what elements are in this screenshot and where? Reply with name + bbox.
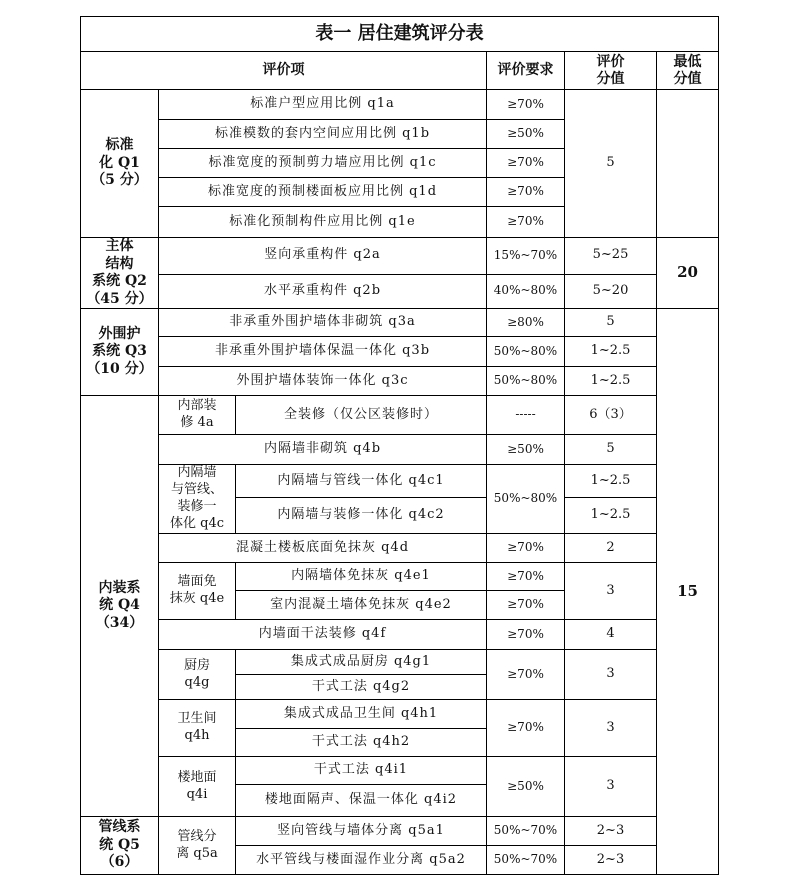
- req-q1d: ≥70%: [487, 178, 565, 207]
- score-q4a: 6（3）: [565, 396, 657, 435]
- category-q5: [81, 817, 159, 875]
- item-q4e2: 室内混凝土墙体免抹灰 q4e2: [236, 591, 487, 620]
- req-q1c: ≥70%: [487, 149, 565, 178]
- score-q5a2: 2~3: [565, 846, 657, 875]
- score-q1: 5: [565, 90, 657, 238]
- header-minimum: [657, 52, 719, 90]
- group-q5a: [159, 817, 236, 875]
- item-q4c1: 内隔墙与管线一体化 q4c1: [236, 465, 487, 498]
- group-q4c: [159, 465, 236, 534]
- req-q4g: ≥70%: [487, 650, 565, 700]
- req-q4i: ≥50%: [487, 757, 565, 817]
- score-q2a: 5~25: [565, 238, 657, 275]
- group-q4h: [159, 700, 236, 757]
- item-q2a: 竖向承重构件 q2a: [159, 238, 487, 275]
- score-q4e: 3: [565, 563, 657, 620]
- minimum-q1-empty: [657, 90, 719, 238]
- item-q4h2: 干式工法 q4h2: [236, 729, 487, 757]
- item-q4g1: 集成式成品厨房 q4g1: [236, 650, 487, 675]
- req-q1a: ≥70%: [487, 90, 565, 120]
- category-q4: [81, 396, 159, 817]
- item-q2b: 水平承重构件 q2b: [159, 274, 487, 309]
- req-q2b: 40%~80%: [487, 274, 565, 309]
- category-q2: [81, 238, 159, 309]
- score-q4f: 4: [565, 620, 657, 650]
- score-q4h: 3: [565, 700, 657, 757]
- category-q3: [81, 309, 159, 396]
- item-q4i2: 楼地面隔声、保温一体化 q4i2: [236, 785, 487, 817]
- score-q4g: 3: [565, 650, 657, 700]
- minimum-q4: 15: [657, 309, 719, 875]
- category-q4-text: 内装系 统 Q4 （34）: [95, 579, 144, 631]
- item-q4c2: 内隔墙与装修一体化 q4c2: [236, 498, 487, 534]
- header-score: [565, 52, 657, 90]
- score-q3a: 5: [565, 309, 657, 337]
- req-q3a: ≥80%: [487, 309, 565, 337]
- item-q1a: 标准户型应用比例 q1a: [159, 90, 487, 120]
- item-q3b: 非承重外围护墙体保温一体化 q3b: [159, 337, 487, 367]
- group-q4h-text: 卫生间 q4h: [177, 711, 217, 743]
- item-q4e1: 内隔墙体免抹灰 q4e1: [236, 563, 487, 591]
- category-q5-text: 管线系 统 Q5 （6）: [98, 819, 141, 871]
- item-q4g2: 干式工法 q4g2: [236, 675, 487, 700]
- item-q1e: 标准化预制构件应用比例 q1e: [159, 207, 487, 238]
- group-q5a-text: 管线分 离 q5a: [176, 828, 218, 861]
- score-q4d: 2: [565, 534, 657, 563]
- group-q4e: [159, 563, 236, 620]
- group-q4e-text: 墙面免 抹灰 q4e: [169, 574, 225, 606]
- group-q4a-text: 内部装 修 4a: [177, 398, 217, 430]
- group-q4g: [159, 650, 236, 700]
- req-q4d: ≥70%: [487, 534, 565, 563]
- item-q4d: 混凝土楼板底面免抹灰 q4d: [159, 534, 487, 563]
- item-q4a: 全装修（仅公区装修时）: [236, 396, 487, 435]
- category-q2-text: 主体 结构 系统 Q2 （45 分）: [86, 238, 153, 307]
- category-q1-text: 标准 化 Q1 （5 分）: [91, 137, 148, 189]
- item-q3c: 外围护墙体装饰一体化 q3c: [159, 367, 487, 396]
- score-q3c: 1~2.5: [565, 367, 657, 396]
- req-q4f: ≥70%: [487, 620, 565, 650]
- item-q1c: 标准宽度的预制剪力墙应用比例 q1c: [159, 149, 487, 178]
- score-q2b: 5~20: [565, 274, 657, 309]
- req-q4h: ≥70%: [487, 700, 565, 757]
- item-q1d: 标准宽度的预制楼面板应用比例 q1d: [159, 178, 487, 207]
- req-q4e2: ≥70%: [487, 591, 565, 620]
- req-q3b: 50%~80%: [487, 337, 565, 367]
- req-q4a: -----: [487, 396, 565, 435]
- req-q5a1: 50%~70%: [487, 817, 565, 846]
- table-title: 表一 居住建筑评分表: [81, 17, 719, 52]
- score-q5a1: 2~3: [565, 817, 657, 846]
- score-q3b: 1~2.5: [565, 337, 657, 367]
- group-q4i: [159, 757, 236, 817]
- item-q4h1: 集成式成品卫生间 q4h1: [236, 700, 487, 729]
- item-q4b: 内隔墙非砌筑 q4b: [159, 435, 487, 465]
- req-q3c: 50%~80%: [487, 367, 565, 396]
- item-q5a1: 竖向管线与墙体分离 q5a1: [236, 817, 487, 846]
- req-q5a2: 50%~70%: [487, 846, 565, 875]
- item-q4f: 内墙面干法装修 q4f: [159, 620, 487, 650]
- header-item: 评价项: [81, 52, 487, 90]
- score-q4c2: 1~2.5: [565, 498, 657, 534]
- req-q4c: 50%~80%: [487, 465, 565, 534]
- item-q3a: 非承重外围护墙体非砌筑 q3a: [159, 309, 487, 337]
- req-q1b: ≥50%: [487, 120, 565, 149]
- minimum-q2: 20: [657, 238, 719, 309]
- item-q1b: 标准模数的套内空间应用比例 q1b: [159, 120, 487, 149]
- req-q2a: 15%~70%: [487, 238, 565, 275]
- group-q4i-text: 楼地面 q4i: [177, 769, 217, 802]
- item-q5a2: 水平管线与楼面湿作业分离 q5a2: [236, 846, 487, 875]
- score-q4i: 3: [565, 757, 657, 817]
- group-q4a: [159, 396, 236, 435]
- category-q3-text: 外围护 系统 Q3 （10 分）: [86, 325, 153, 377]
- req-q4b: ≥50%: [487, 435, 565, 465]
- item-q4i1: 干式工法 q4i1: [236, 757, 487, 785]
- header-score-text: 评价 分值: [596, 54, 625, 87]
- score-q4b: 5: [565, 435, 657, 465]
- score-q4c1: 1~2.5: [565, 465, 657, 498]
- group-q4g-text: 厨房 q4g: [183, 657, 210, 690]
- req-q4e1: ≥70%: [487, 563, 565, 591]
- header-requirement: 评价要求: [487, 52, 565, 90]
- residential-scoring-table: [80, 16, 719, 875]
- header-minimum-text: 最低 分值: [673, 54, 702, 87]
- group-q4c-text: 内隔墙 与管线、 装修一 体化 q4c: [169, 465, 224, 531]
- category-q1: [81, 90, 159, 238]
- req-q1e: ≥70%: [487, 207, 565, 238]
